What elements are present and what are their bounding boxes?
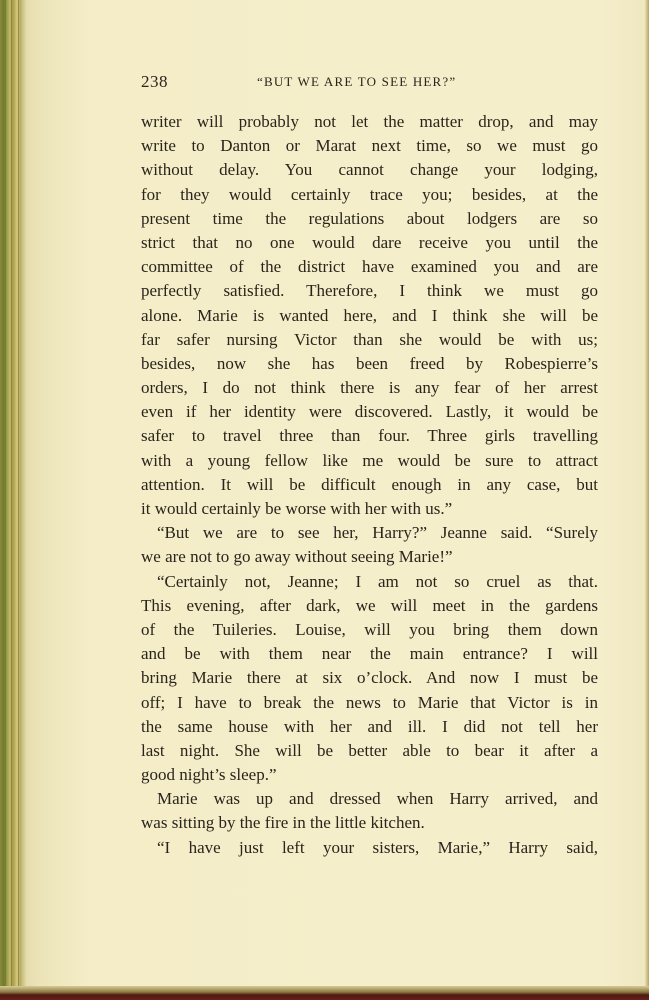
text-line: without delay. You cannot change your lodging,: [141, 160, 598, 180]
text-line: last night. She will be better able to bear it after a: [141, 740, 598, 760]
text-line: Marie was up and dressed when Harry arrived, and: [157, 789, 598, 809]
text-line: we are not to go away without seeing Marie!”: [141, 547, 453, 567]
page-right-edge: [645, 0, 649, 1000]
running-title: “BUT WE ARE TO SEE HER?”: [257, 74, 457, 89]
text-line: off; I have to break the news to Marie that Victor is in: [141, 692, 598, 712]
text-line: “But we are to see her, Harry?” Jeanne said. “Surely: [157, 523, 598, 543]
text-line: with a young fellow like me would be sure to attract: [141, 450, 598, 470]
text-line: good night’s sleep.”: [141, 765, 277, 785]
binding-line: [11, 0, 12, 1000]
text-line: writer will probably not let the matter drop, and may: [141, 112, 598, 131]
body-text: [141, 110, 598, 860]
text-line: strict that no one would dare receive you until the: [141, 232, 598, 252]
page-header: [141, 72, 599, 98]
text-line: of the Tuileries. Louise, will you bring them down: [141, 619, 598, 639]
text-line: attention. It will be difficult enough in any case, but: [141, 474, 598, 494]
text-line: the same house with her and ill. I did not tell her: [141, 716, 598, 736]
binding-line: [18, 0, 19, 1000]
text-line: safer to travel three than four. Three girls travelling: [141, 426, 598, 446]
text-line: besides, now she has been freed by Robespierre’s: [141, 353, 598, 373]
text-line: This evening, after dark, we will meet in the gardens: [141, 595, 598, 615]
text-line: bring Marie there at six o’clock. And now I must be: [141, 668, 598, 688]
binding-line: [5, 0, 6, 1000]
text-line: “Certainly not, Jeanne; I am not so cruel as that.: [157, 571, 598, 591]
text-line: “I have just left your sisters, Marie,” Harry said,: [157, 837, 598, 857]
page-bottom-edge: [0, 986, 649, 1000]
text-line: alone. Marie is wanted here, and I think she will be: [141, 305, 598, 325]
text-line: far safer nursing Victor than she would be with us;: [141, 329, 598, 349]
text-line: present time the regulations about lodgers are so: [141, 208, 598, 228]
text-line: and be with them near the main entrance? I will: [141, 644, 598, 664]
text-line: for they would certainly trace you; besides, at the: [141, 184, 598, 204]
page-number: 238: [141, 72, 168, 91]
text-line: even if her identity were discovered. Lastly, it would be: [141, 402, 598, 422]
text-line: write to Danton or Marat next time, so we must go: [141, 136, 598, 156]
text-line: was sitting by the fire in the little kitchen.: [141, 813, 425, 833]
book-binding: [0, 0, 26, 1000]
text-line: committee of the district have examined you and are: [141, 257, 598, 277]
text-line: it would certainly be worse with her with us.”: [141, 499, 453, 518]
text-line: orders, I do not think there is any fear of her arrest: [141, 378, 598, 398]
text-line: perfectly satisfied. Therefore, I think we must go: [141, 281, 598, 301]
